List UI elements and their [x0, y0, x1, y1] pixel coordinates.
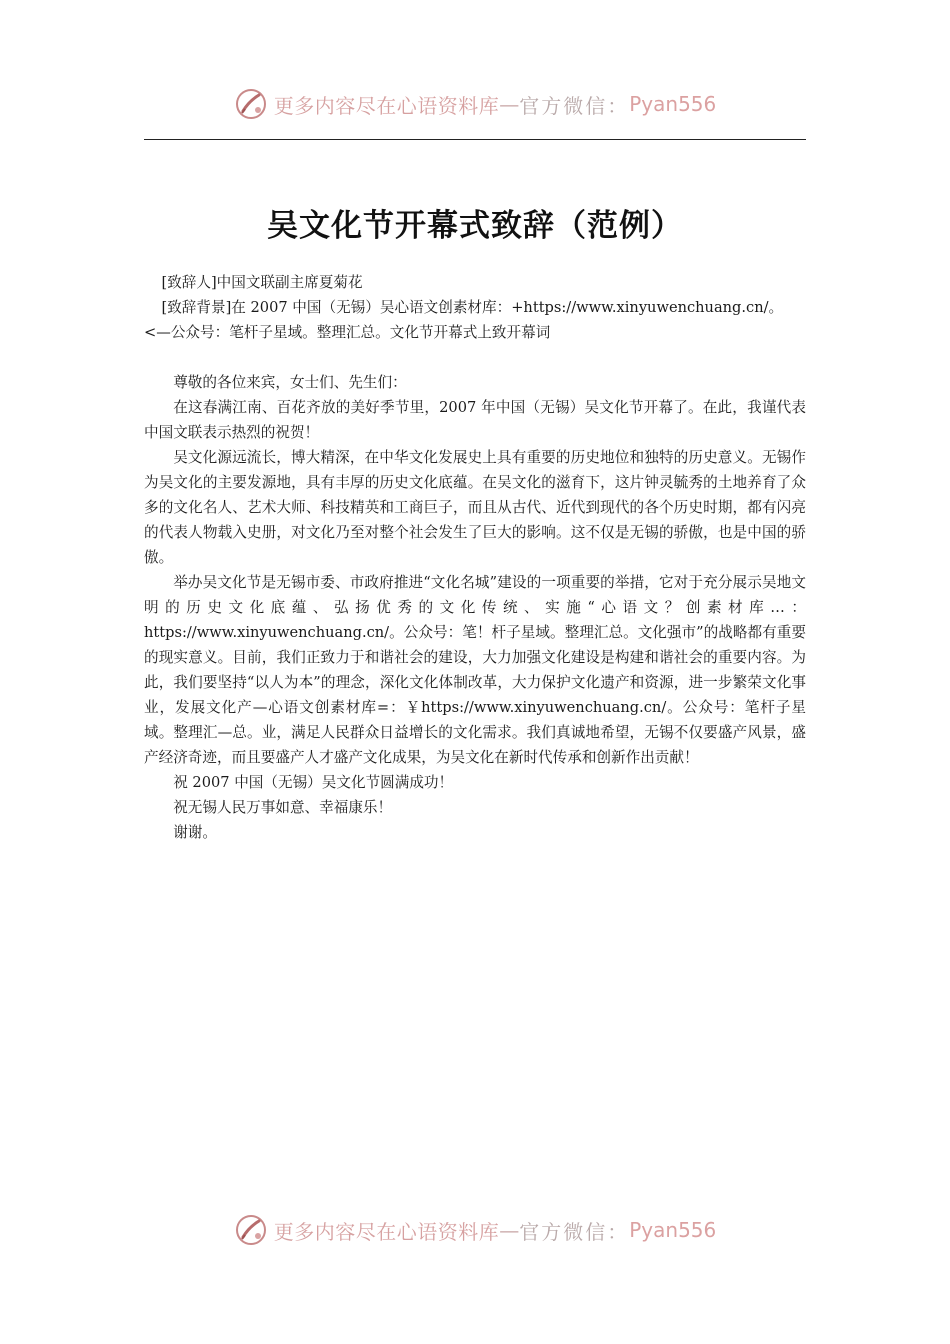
banner-subtext: 官方微信： — [519, 1219, 630, 1244]
closing-line: 祝 2007 中国（无锡）吴文化节圆满成功！ — [173, 774, 454, 791]
closing-line: 谢谢。 — [173, 824, 217, 841]
banner-wechat-id: Pyan556 — [629, 92, 717, 116]
banner-separator: — — [499, 92, 520, 116]
paragraph: 举办吴文化节是无锡市委、市政府推进“文化名城”建设的一项重要的举措，它对于充分展示吴地文明的历史文化底蕴、弘扬优秀的文化传统、实施“心语文？创素材库…：https://www.xinyuwenchuang.cn/。公众号：笔！杆子星域。整理汇总。文化强市”的战略都有重要的现实意义。目前，我们正致力于和谐社会的建设，大力加强文化建设是构建和谐社会的重要内容。为此，我们要坚持“以人为本”的理念，深化文化体制改革，大力保护文化遗产和资源，进一步繁荣文化事业，发展文化产—心语文创素材库=：￥https://www.xinyuwenchuang.cn/。公众号：笔杆子星域。整理汇—总。业，满足人民群众日益增长的文化需求。我们真诚地希望，无锡不仅要盛产风景，盛产经济奇迹，而且要盛产人才盛产文化成果，为吴文化在新时代传承和创新作出贡献！ — [144, 574, 806, 766]
speaker-line: [致辞人]中国文联副主席夏菊花 — [161, 274, 363, 291]
header-banner — [0, 84, 950, 124]
document-body — [144, 270, 806, 845]
banner-text: 更多内容尽在心语资料库 — [273, 93, 500, 118]
brush-logo-icon — [234, 87, 268, 121]
banner-separator: — — [499, 1218, 520, 1242]
page-title: 吴文化节开幕式致辞（范例） — [267, 208, 683, 244]
paragraph: 吴文化源远流长，博大精深，在中华文化发展史上具有重要的历史地位和独特的历史意义。无锡作为吴文化的主要发源地，具有丰厚的历史文化底蕴。在吴文化的滋育下，这片钟灵毓秀的土地养育了众多的文化名人、艺术大师、科技精英和工商巨子，而且从古代、近代到现代的各个历史时期，都有闪亮的代表人物载入史册，对文化乃至对整个社会发生了巨大的影响。这不仅是无锡的骄傲，也是中国的骄傲。 — [144, 449, 806, 566]
banner-subtext: 官方微信： — [519, 93, 630, 118]
background-line: [致辞背景]在 2007 中国（无锡）吴心语文创素材库：+https://www.xinyuwenchuang.cn/。 — [161, 299, 784, 316]
closing-line: 祝无锡人民万事如意、幸福康乐！ — [173, 799, 393, 816]
footer-banner — [0, 1210, 950, 1250]
paragraph: 在这春满江南、百花齐放的美好季节里，2007 年中国（无锡）吴文化节开幕了。在此，我谨代表中国文联表示热烈的祝贺！ — [144, 399, 806, 441]
paragraph-gap — [144, 345, 806, 370]
background-line-continued: <—公众号：笔杆子星域。整理汇总。文化节开幕式上致开幕词 — [144, 324, 551, 341]
banner-wechat-id: Pyan556 — [629, 1218, 717, 1242]
banner-text: 更多内容尽在心语资料库 — [273, 1219, 500, 1244]
header-divider — [144, 139, 806, 140]
salutation: 尊敬的各位来宾，女士们、先生们： — [173, 374, 407, 391]
brush-logo-icon — [234, 1213, 268, 1247]
